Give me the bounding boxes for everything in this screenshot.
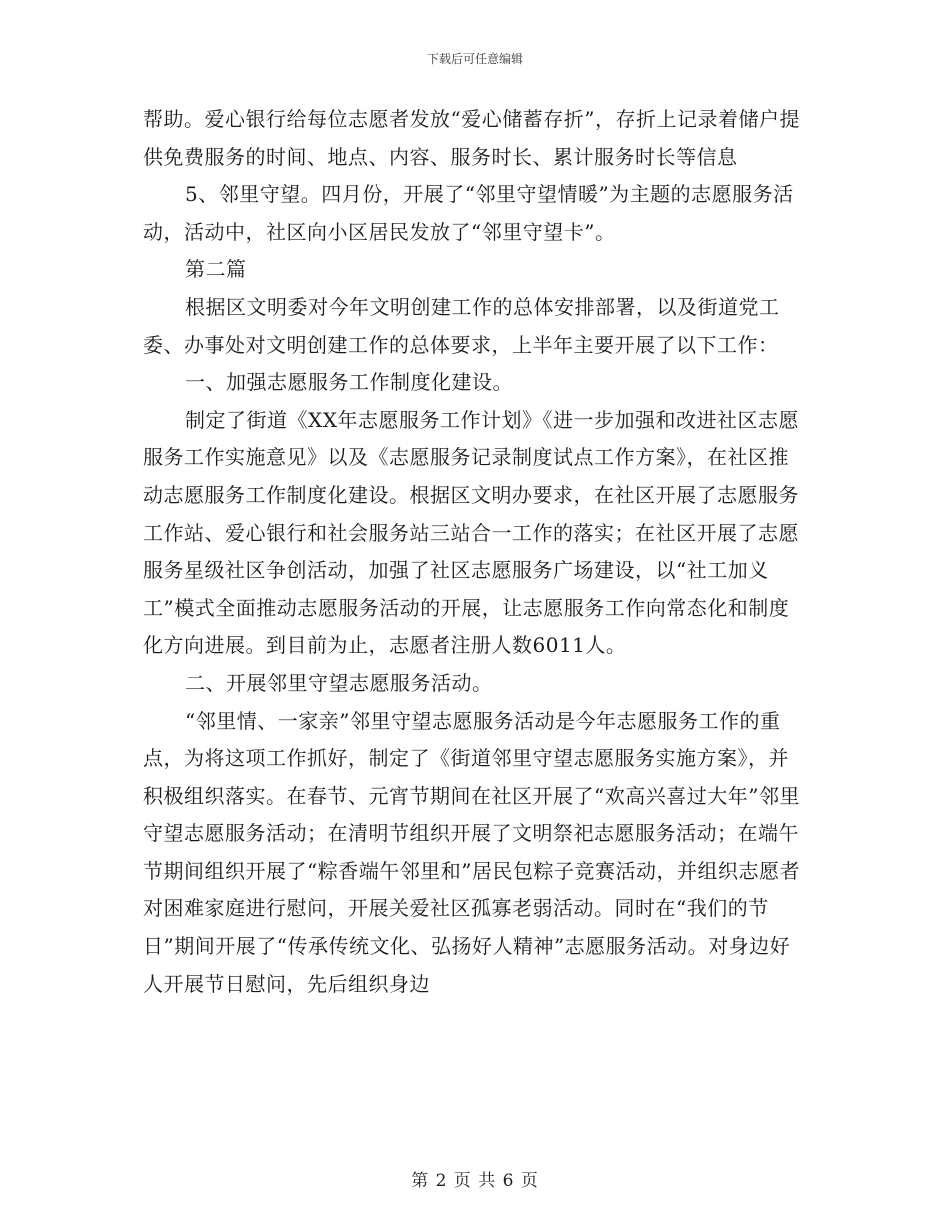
paragraph-intro: 根据区文明委对今年文明创建工作的总体安排部署，以及街道党工委、办事处对文明创建工作的总体要求，上半年主要开展了以下工作：	[143, 294, 780, 357]
paragraph-institution-building: 制定了街道《XX年志愿服务工作计划》《进一步加强和改进社区志愿服务工作实施意见》以及《志愿服务记录制度试点工作方案》，在社区推动志愿服务工作制度化建设。根据区文明办要求，在社区开展了志愿服务工作站、爱心银行和社会服务站三站合一工作的落实；在社区开展了志愿服务星级社区争创活动，加强了社区志愿服务广场建设，以“社工加义工”模式全面推动志愿服务活动的开展，让志愿服务工作向常态化和制度化方向进展。到目前为止，志愿者注册人数6011人。	[143, 407, 799, 658]
paragraph-neighborhood-activities: “邻里情、一家亲”邻里守望志愿服务活动是今年志愿服务工作的重点，为将这项工作抓好，制定了《街道邻里守望志愿服务实施方案》，并积极组织落实。在春节、元宵节期间在社区开展了“欢高兴喜过大年”邻里守望志愿服务活动；在清明节组织开展了文明祭祀志愿服务活动；在端午节期间组织开展了“粽香端午邻里和”居民包粽子竞赛活动，并组织志愿者对困难家庭进行慰问，开展关爱社区孤寡老弱活动。同时在“我们的节日”期间开展了“传承传统文化、弘扬好人精神”志愿服务活动。对身边好人开展节日慰问，先后组织身边	[143, 708, 800, 996]
paragraph-continuation: 帮助。爱心银行给每位志愿者发放“爱心储蓄存折”，存折上记录着储户提供免费服务的时间、地点、内容、服务时长、累计服务时长等信息	[143, 107, 800, 169]
heading-two: 二、开展邻里守望志愿服务活动。	[185, 670, 493, 695]
page-number: 第 2 页 共 6 页	[411, 1171, 539, 1191]
paragraph-neighborhood-watch: 5、邻里守望。四月份，开展了“邻里守望情暖”为主题的志愿服务活动，活动中，社区向小区居民发放了“邻里守望卡”。	[143, 182, 794, 244]
document-body	[143, 101, 807, 1003]
page-header-note: 下载后可任意编辑	[426, 52, 523, 66]
heading-one: 一、加强志愿服务工作制度化建设。	[185, 370, 513, 395]
section-heading-part-two: 第二篇	[185, 257, 247, 282]
